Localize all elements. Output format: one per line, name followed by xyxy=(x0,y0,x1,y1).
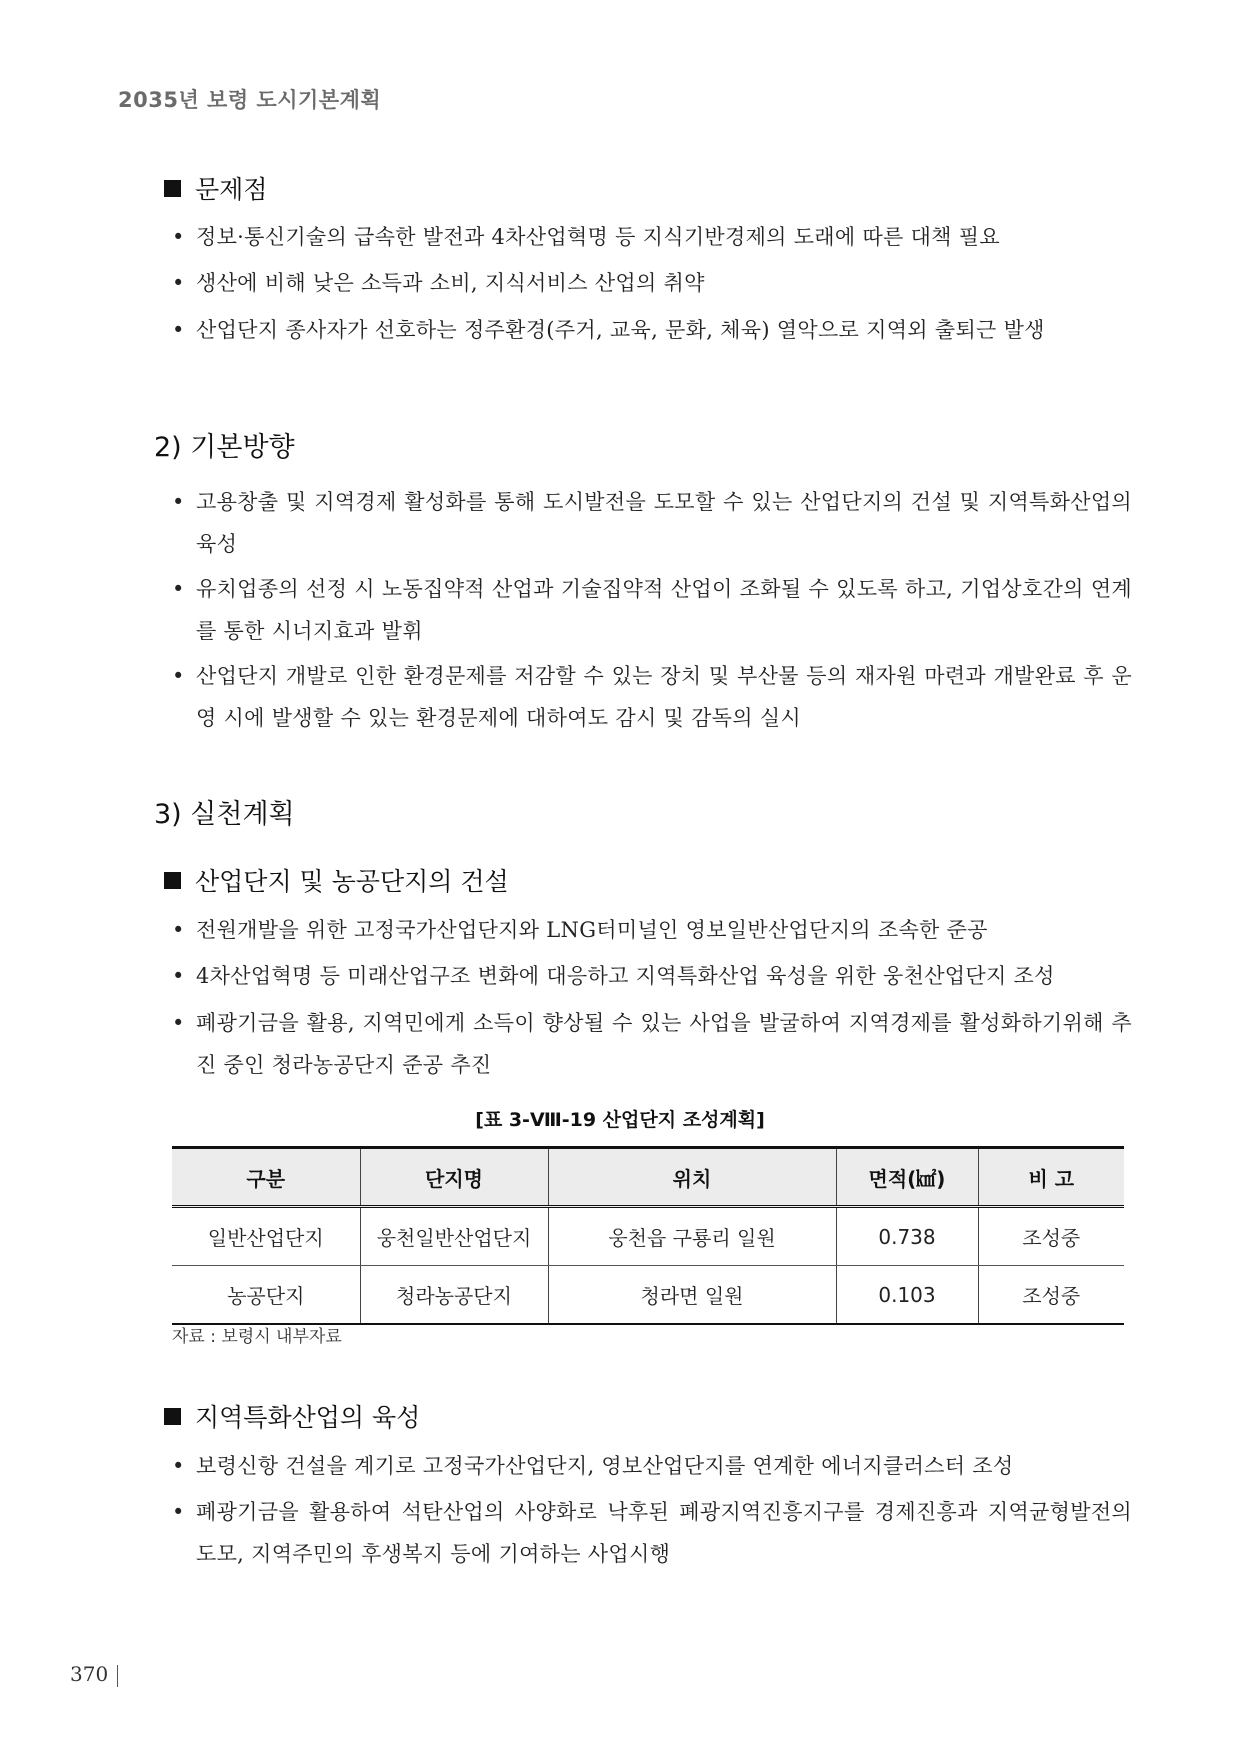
table-row xyxy=(172,1207,1124,1266)
table-cell: 조성중 xyxy=(978,1207,1124,1266)
list-item: • 유치업종의 선정 시 노동집약적 산업과 기술집약적 산업이 조화될 수 있도록 하고, 기업상호간의 연계를 통한 시너지효과 발휘 xyxy=(172,568,1132,652)
table-cell: 웅천일반산업단지 xyxy=(360,1207,548,1266)
table-cell: 일반산업단지 xyxy=(172,1207,360,1266)
column-header: 단지명 xyxy=(360,1148,548,1207)
industrial-heading xyxy=(164,862,509,898)
bullet-dot-icon: • xyxy=(172,664,185,688)
bullet-dot-icon: • xyxy=(172,577,185,601)
square-bullet-icon xyxy=(164,872,181,889)
table-cell: 청라면 일원 xyxy=(548,1266,836,1325)
table-row xyxy=(172,1266,1124,1325)
direction-heading: 2) 기본방향 xyxy=(154,432,295,463)
list-item: • 4차산업혁명 등 미래산업구조 변화에 대응하고 지역특화산업 육성을 위한 웅천산업단지 조성 xyxy=(172,955,1132,997)
list-item: • 폐광기금을 활용, 지역민에게 소득이 향상될 수 있는 사업을 발굴하여 지역경제를 활성화하기위해 추진 중인 청라농공단지 준공 추진 xyxy=(172,1002,1132,1086)
bullet-dot-icon: • xyxy=(172,490,185,514)
table-cell: 웅천읍 구룡리 일원 xyxy=(548,1207,836,1266)
bullet-dot-icon: • xyxy=(172,1011,185,1035)
table-header-row xyxy=(172,1148,1124,1207)
industrial-complex-table xyxy=(172,1146,1124,1325)
table-source-note: 자료 : 보령시 내부자료 xyxy=(172,1327,342,1347)
list-item: • 정보·통신기술의 급속한 발전과 4차산업혁명 등 지식기반경제의 도래에 따른 대책 필요 xyxy=(172,216,1132,258)
bullet-dot-icon: • xyxy=(172,918,185,942)
bullet-dot-icon: • xyxy=(172,964,185,988)
square-bullet-icon xyxy=(164,1408,181,1425)
problems-heading xyxy=(164,170,267,206)
list-item: • 산업단지 개발로 인한 환경문제를 저감할 수 있는 장치 및 부산물 등의 재자원 마련과 개발완료 후 운영 시에 발생할 수 있는 환경문제에 대하여도 감시 및 감독의 실시 xyxy=(172,655,1132,739)
list-item: • 고용창출 및 지역경제 활성화를 통해 도시발전을 도모할 수 있는 산업단지의 건설 및 지역특화산업의 육성 xyxy=(172,481,1132,565)
table-caption: [표 3-Ⅷ-19 산업단지 조성계획] xyxy=(475,1109,765,1131)
list-item: • 생산에 비해 낮은 소득과 소비, 지식서비스 산업의 취약 xyxy=(172,262,1132,304)
list-item: • 보령신항 건설을 계기로 고정국가산업단지, 영보산업단지를 연계한 에너지클러스터 조성 xyxy=(172,1445,1132,1487)
plan-heading: 3) 실천계획 xyxy=(154,799,295,830)
table-cell: 0.103 xyxy=(836,1266,978,1325)
list-item: • 폐광기금을 활용하여 석탄산업의 사양화로 낙후된 폐광지역진흥지구를 경제진흥과 지역균형발전의 도모, 지역주민의 후생복지 등에 기여하는 사업시행 xyxy=(172,1491,1132,1575)
specialized-heading xyxy=(164,1398,420,1434)
bullet-dot-icon: • xyxy=(172,318,185,342)
page-number: 370 xyxy=(70,1662,109,1686)
page-number-divider xyxy=(117,1665,118,1687)
column-header: 위치 xyxy=(548,1148,836,1207)
running-head: 2035년 보령 도시기본계획 xyxy=(118,88,382,112)
table-cell: 청라농공단지 xyxy=(360,1266,548,1325)
table-cell: 조성중 xyxy=(978,1266,1124,1325)
problems-heading-text: 문제점 xyxy=(195,175,268,204)
specialized-heading-text: 지역특화산업의 육성 xyxy=(195,1403,421,1432)
square-bullet-icon xyxy=(164,180,181,197)
list-item: • 전원개발을 위한 고정국가산업단지와 LNG터미널인 영보일반산업단지의 조속한 준공 xyxy=(172,909,1132,951)
column-header: 면적(㎢) xyxy=(836,1148,978,1207)
column-header: 구분 xyxy=(172,1148,360,1207)
column-header: 비 고 xyxy=(978,1148,1124,1207)
bullet-dot-icon: • xyxy=(172,225,185,249)
list-item: • 산업단지 종사자가 선호하는 정주환경(주거, 교육, 문화, 체육) 열악으로 지역외 출퇴근 발생 xyxy=(172,309,1132,351)
bullet-dot-icon: • xyxy=(172,1500,185,1524)
industrial-heading-text: 산업단지 및 농공단지의 건설 xyxy=(195,867,509,896)
bullet-dot-icon: • xyxy=(172,1454,185,1478)
table-cell: 0.738 xyxy=(836,1207,978,1266)
table-cell: 농공단지 xyxy=(172,1266,360,1325)
bullet-dot-icon: • xyxy=(172,271,185,295)
